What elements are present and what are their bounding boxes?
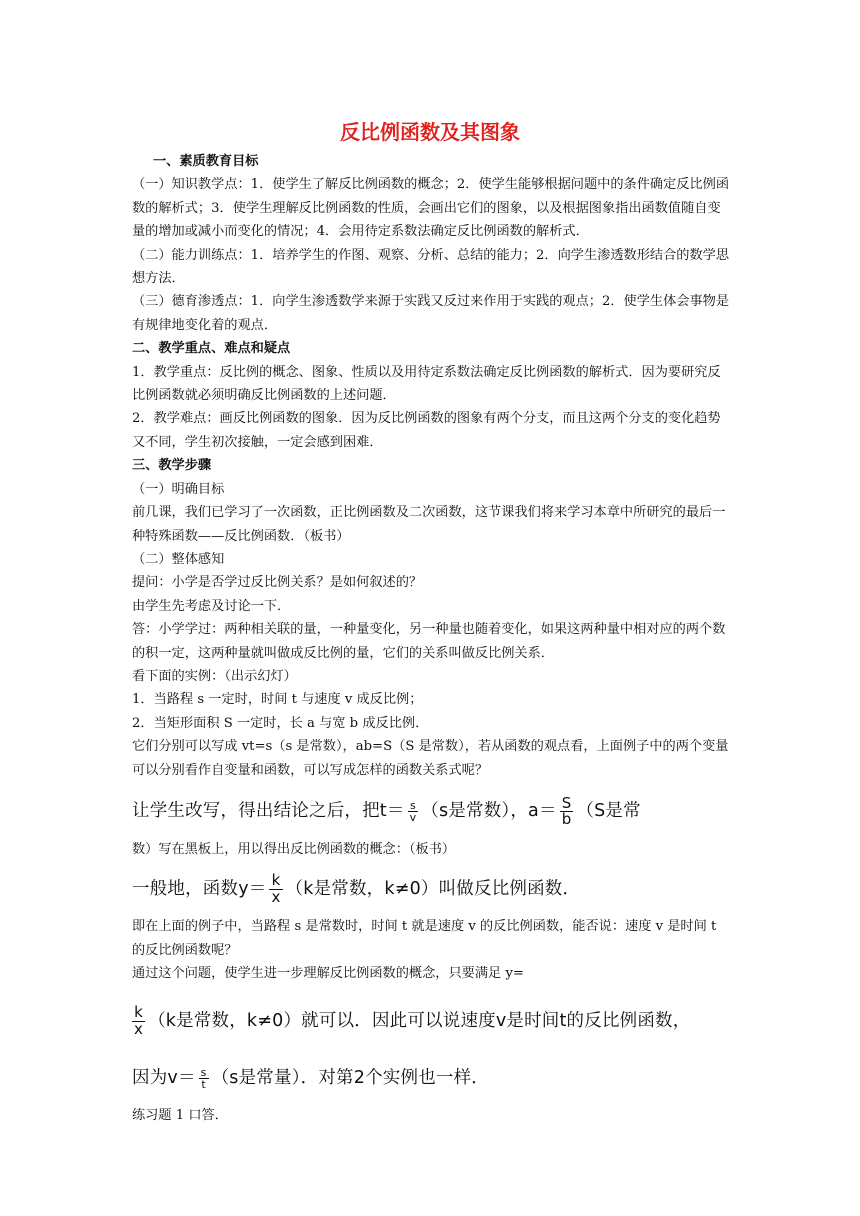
paragraph-exercise: 练习题 1 口答． — [132, 1107, 228, 1123]
paragraph-example-discussion: 即在上面的例子中，当路程 s 是常数时，时间 t 就是速度 v 的反比例函数，能否说：速度 v 是时间 t 的反比例函数呢？ — [132, 919, 717, 958]
section-heading-3: 三、教学步骤 — [132, 458, 212, 474]
fraction-numerator: s — [408, 800, 419, 813]
paragraph-key-points: 1．教学重点：反比例的概念、图象、性质以及用待定系数法确定反比例函数的解析式．因为要研究反比例函数就必须明确反比例函数的上述问题． — [132, 364, 721, 404]
fraction-denominator: b — [561, 810, 572, 829]
paragraph-answer: 答：小学学过：两种相关联的量，一种量变化，另一种量也随着变化，如果这两种量中相对应的两个数的积一定，这两种量就叫做成反比例的量，它们的关系叫做反比例关系． — [132, 622, 726, 661]
fraction-S-over-b — [560, 793, 574, 829]
fraction-denominator: x — [134, 1020, 144, 1039]
math-text: （S是常 — [576, 801, 641, 822]
fraction-denominator: v — [409, 811, 417, 825]
math-text: 因为v＝ — [132, 1067, 196, 1088]
paragraph-ability-points: （二）能力训练点：1．培养学生的作图、观察、分析、总结的能力；2．向学生渗透数形结合的数学思想方法． — [132, 247, 730, 287]
fraction-k-over-x — [269, 873, 282, 906]
section-heading-2: 二、教学重点、难点和疑点 — [132, 341, 291, 357]
math-line-definition — [132, 863, 732, 915]
subheading-overview: （二）整体感知 — [132, 551, 225, 567]
math-line-condition — [132, 994, 732, 1050]
math-text: （k是常数，k≠0）就可以．因此可以说速度v是时间t的反比例函数， — [148, 1010, 691, 1031]
fraction-denominator: t — [201, 1078, 206, 1092]
fraction-k-over-x — [132, 1005, 145, 1038]
math-text: 让学生改写，得出结论之后，把t＝ — [132, 801, 405, 822]
paragraph-example-1: 1．当路程 s 一定时，时间 t 与速度 v 成反比例； — [132, 692, 423, 708]
paragraph-discussion: 由学生先考虑及讨论一下． — [132, 598, 291, 614]
fraction-s-over-t — [199, 1067, 209, 1091]
math-line-rewrite — [132, 786, 732, 838]
paragraph-question: 提问：小学是否学过反比例关系？是如何叙述的？ — [132, 575, 423, 591]
fraction-s-over-v — [408, 800, 419, 824]
paragraph-introduction: 前几课，我们已学习了一次函数，正比例函数及二次函数，这节课我们将来学习本章中所研究的最后一种特殊函数——反比例函数．（板书） — [132, 505, 726, 544]
section-heading-1: 一、素质教育目标 — [153, 154, 259, 169]
fraction-denominator: x — [271, 887, 281, 906]
document-body — [132, 150, 732, 1127]
fraction-numerator: k — [132, 1005, 145, 1022]
fraction-numerator: k — [269, 873, 282, 890]
paragraph-rewrite-question: 它们分别可以写成 vt=s（s 是常数），ab=S（S 是常数），若从函数的观点看，上面例子中的两个变量可以分别看作自变量和函数，可以写成怎样的函数关系式呢？ — [132, 739, 729, 778]
paragraph-knowledge-points: （一）知识教学点：1．使学生了解反比例函数的概念；2．使学生能够根据问题中的条件确定反比例函数的解析式；3．使学生理解反比例函数的性质，会画出它们的图象，以及根据图象指出函数值随自变量的增加或减小而变化的情况；4．会用待定系数法确定反比例函数的解析式． — [132, 177, 730, 240]
paragraph-board-note: 数）写在黑板上，用以得出反比例函数的概念：（板书） — [132, 841, 456, 857]
subheading-objectives: （一）明确目标 — [132, 481, 225, 497]
paragraph-moral-points: （三）德育渗透点：1．向学生渗透数学来源于实践又反过来作用于实践的观点；2．使学生体会事物是有规律地变化着的观点． — [132, 294, 730, 333]
fraction-numerator: S — [561, 793, 572, 812]
math-text: （s是常数），a＝ — [421, 801, 557, 822]
math-text: （s是常量）．对第2个实例也一样． — [211, 1067, 489, 1088]
paragraph-difficult-points: 2．教学难点：画反比例函数的图象．因为反比例函数的图象有两个分支，而且这两个分支的变化趋势又不同，学生初次接触，一定会感到困难． — [132, 411, 721, 450]
fraction-numerator: s — [200, 1065, 207, 1079]
paragraph-understanding: 通过这个问题，使学生进一步理解反比例函数的概念，只要满足 y= — [132, 966, 524, 982]
math-text: 一般地，函数y＝ — [132, 878, 267, 899]
paragraph-examples-intro: 看下面的实例：（出示幻灯） — [132, 668, 297, 684]
page-title: 反比例函数及其图象 — [340, 120, 520, 144]
math-text: （k是常数，k≠0）叫做反比例函数． — [285, 878, 581, 899]
math-line-because — [132, 1054, 732, 1104]
paragraph-example-2: 2．当矩形面积 S 一定时，长 a 与宽 b 成反比例． — [132, 715, 429, 731]
